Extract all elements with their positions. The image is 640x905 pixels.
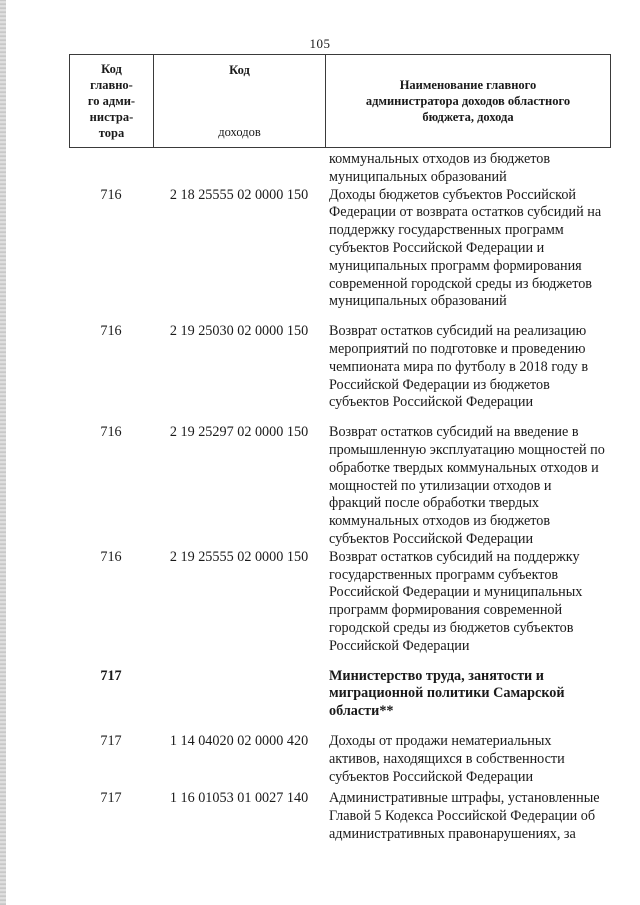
row-admin-code: 716	[100, 424, 122, 441]
row-income-code: 2 19 25297 02 0000 150	[169, 424, 309, 441]
row-income-code	[153, 668, 325, 721]
row-name: коммунальных отходов из бюджетов муниципальных образований	[329, 151, 551, 185]
row-name: Административные штрафы, установленные Главой 5 Кодекса Российской Федерации об административных правонарушениях, за	[329, 790, 600, 842]
row-income-code: 2 18 25555 02 0000 150	[169, 186, 309, 203]
table-body	[69, 151, 611, 844]
table-row	[69, 151, 611, 187]
header-income-code	[154, 55, 326, 147]
header-admin-code: Код главно- го адми- нистра- тора	[70, 55, 154, 147]
row-admin-code: 716	[100, 323, 122, 340]
row-income-code	[153, 151, 325, 187]
row-name: Доходы от продажи нематериальных активов, находящихся в собственности субъектов Российской Федерации	[329, 732, 565, 785]
row-income-code: 2 19 25030 02 0000 150	[169, 323, 309, 340]
row-admin-code: 717	[100, 790, 122, 807]
row-admin-code: 716	[100, 548, 122, 565]
row-name: Возврат остатков субсидий на реализацию мероприятий по подготовке и проведению чемпионата мира по футболу в 2018 году в Российской Федерации из бюджетов субъектов Российской Федерации	[329, 323, 589, 411]
row-admin-code: 716	[100, 186, 122, 203]
row-income-code: 1 16 01053 01 0027 140	[169, 790, 309, 807]
row-name: Возврат остатков субсидий на введение в промышленную эксплуатацию мощностей по обработке твердых коммунальных отходов и мощностей по утилизации отходов и фракций после обработки твердых коммунальных отходов из бюджетов субъектов Российской Федерации	[329, 424, 605, 547]
page-number: 105	[309, 36, 331, 51]
header-name: Наименование главного администратора доходов областного бюджета, дохода	[365, 78, 571, 124]
row-income-code: 1 14 04020 02 0000 420	[169, 732, 309, 749]
table-header	[69, 54, 611, 148]
header-income-code-sub: доходов	[218, 125, 261, 139]
scan-edge	[0, 0, 6, 905]
row-income-code: 2 19 25555 02 0000 150	[169, 548, 309, 565]
table-row	[69, 549, 611, 656]
table-row	[69, 323, 611, 412]
table-row	[69, 733, 611, 786]
table-row	[69, 790, 611, 843]
table-row	[69, 424, 611, 549]
row-name: Возврат остатков субсидий на поддержку государственных программ субъектов Российской Федерации и муниципальных программ формирования современной городской среды из бюджетов субъектов Российской Федерации	[329, 548, 583, 654]
row-admin-code: 717	[100, 732, 122, 749]
table-row	[69, 668, 611, 721]
row-name: Доходы бюджетов субъектов Российской Федерации от возврата остатков субсидий на поддержку государственных программ субъектов Российской Федерации и муниципальных программ формирования современной городской среды из бюджетов муниципальных образований	[329, 186, 602, 310]
header-income-code-title: Код	[229, 63, 250, 77]
row-admin-code	[69, 151, 153, 187]
row-name: Министерство труда, занятости и миграционной политики Самарской области**	[329, 667, 565, 720]
row-admin-code: 717	[100, 667, 122, 684]
table-row	[69, 187, 611, 312]
